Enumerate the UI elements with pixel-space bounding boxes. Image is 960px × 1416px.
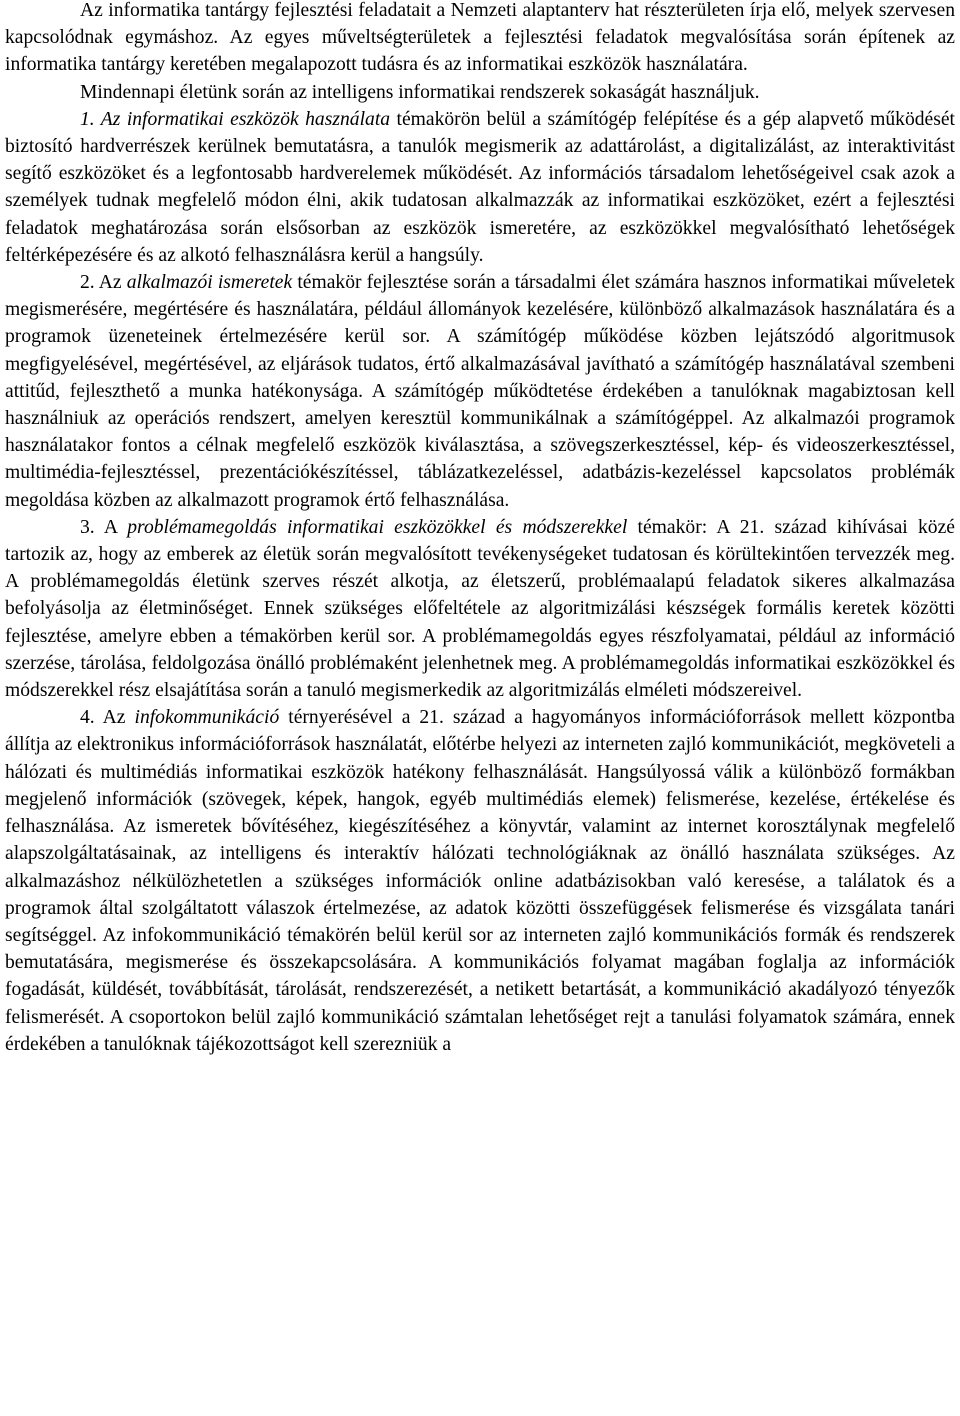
paragraph-text: témakör: A 21. század kihívásai közé tartozik az, hogy az emberek az életük során megvalósított tevékenységeket tudatosan és körültekintően tervezzék meg. A problémamegoldás életünk szerves részét alkotja, az életszerű, problémaalapú feladatok sikeres alkalmazása befolyásolja az életminőséget. Ennek szükséges előfeltétele az algoritmizálási készségek formális keretek közötti fejlesztése, amelyre ebben a témakörben kerül sor. A problémamegoldás egyes részfolyamatai, például az információ szerzése, tárolása, feldolgozása önálló problémaként jelenhetnek meg. A problémamegoldás informatikai eszközökkel és módszerekkel rész elsajátítása során a tanuló megismerkedik az algoritmizálás elméleti módszereivel. xyxy=(5,516,955,702)
section-title: infokommunikáció xyxy=(134,707,280,729)
paragraph-section-1 xyxy=(5,106,955,269)
section-title: alkalmazói ismeretek xyxy=(126,272,293,294)
paragraph-text: témakörön belül a számítógép felépítése és a gép alapvető működését biztosító hardverrészek kerülnek bemutatásra, a tanulók megismerik az adattárolást, a digitalizálást, az interaktivitást segítő eszközöket és a legfontosabb hardverelemek működését. Az információs társadalom lehetőségeivel csak azok a személyek tudnak megfelelő módon élni, akik tudatosan alkalmazzák az informatikai eszközöket, ezért a fejlesztési feladatok meghatározása során elsősorban az eszközök ismeretére, az eszközökkel megvalósítható lehetőségek feltérképezésére és az alkotó felhasználásra kerül a hangsúly. xyxy=(5,108,956,266)
paragraph-section-4 xyxy=(5,704,955,1058)
section-number: 2. Az xyxy=(80,272,127,294)
section-number: 3. A xyxy=(80,516,128,538)
paragraph-intro xyxy=(5,0,955,79)
section-number: 4. Az xyxy=(80,707,135,729)
paragraph-text: témakör fejlesztése során a társadalmi élet számára hasznos informatikai műveletek megismerésére, megértésére és használatára, például állományok kezelésére, különböző alkalmazások használatára és a programok üzeneteinek értelmezésére kerül sor. A számítógép működése közben lejátszódó algoritmusok megfigyelésével, megértésével, az eljárások tudatos, értő alkalmazásával javítható a számítógép használatával szembeni attitűd, fejleszthető a munka hatékonysága. A számítógép működtetése érdekében a tanulóknak magabiztosan kell használniuk az operációs rendszert, amelyen keresztül kommunikálnak a számítógéppel. Az alkalmazói programok használatakor fontos a célnak megfelelő eszközök kiválasztása, a szövegszerkesztéssel, kép- és videoszerkesztéssel, multimédia-fejlesztéssel, prezentációkészítéssel, táblázatkezeléssel, adatbázis-kezeléssel kapcsolatos problémák megoldása közben az alkalmazott programok értő felhasználása. xyxy=(5,272,955,511)
document-page xyxy=(5,0,955,1058)
paragraph-section-2 xyxy=(5,269,955,514)
section-title: problémamegoldás informatikai eszközökkel és módszerekkel xyxy=(127,516,628,538)
section-title: 1. Az informatikai eszközök használata xyxy=(80,108,391,130)
paragraph-text: Az informatika tantárgy fejlesztési feladatait a Nemzeti alaptanterv hat részterületen írja elő, melyek szervesen kapcsolódnak egymáshoz. Az egyes műveltségterületek a fejlesztési feladatok megvalósítása során építenek az informatika tantárgy keretében megalapozott tudásra és az informatikai eszközök használatára. xyxy=(5,0,955,76)
paragraph-everyday-use xyxy=(5,79,955,106)
paragraph-section-3 xyxy=(5,514,955,704)
paragraph-text: térnyerésével a 21. század a hagyományos információforrások mellett központba állítja az elektronikus információforrások használatát, előtérbe helyezi az interneten zajló kommunikációt, megköveteli a hálózati és multimédiás informatikai eszközök hatékony felhasználását. Hangsúlyossá válik a különböző formákban megjelenő információk (szövegek, képek, hangok, egyéb multimédiás elemek) felismerése, kezelése, értékelése és felhasználása. Az ismeretek bővítéséhez, kiegészítéséhez a könyvtár, valamint az internet korosztálynak megfelelő alapszolgáltatásainak, az intelligens és interaktív hálózati technológiáknak az önálló használata szükséges. Az alkalmazáshoz nélkülözhetetlen a szükséges információk online adatbázisokban való keresése, a találatok és a programok által szolgáltatott válaszok értelmezése, az adatok közötti összefüggések felismerése és vizsgálata tanári segítséggel. Az infokommunikáció témakörén belül kerül sor az interneten zajló kommunikációs formák és rendszerek bemutatására, megismerése és összekapcsolására. A kommunikációs folyamat magában foglalja az információk fogadását, küldését, továbbítását, tárolását, rendszerezését, a netikett betartását, a kommunikáció akadályozó tényezők felismerését. A csoportokon belül zajló kommunikáció számtalan lehetőséget rejt a tanulási folyamatok számára, ennek érdekében a tanulóknak tájékozottságot kell szerezniük a xyxy=(5,707,956,1055)
paragraph-text: Mindennapi életünk során az intelligens informatikai rendszerek sokaságát használjuk. xyxy=(80,81,760,103)
